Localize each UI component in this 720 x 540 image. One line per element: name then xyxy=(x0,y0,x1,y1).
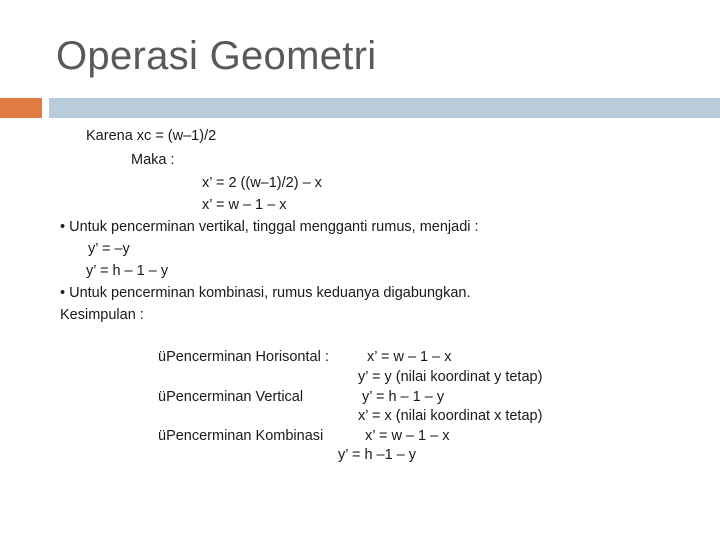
bullet-vertical-mirroring: • Untuk pencerminan vertikal, tinggal mengganti rumus, menjadi : xyxy=(60,219,479,235)
formula-line-x-prime: x’ = w – 1 – x xyxy=(202,197,287,213)
formula-line-x-prime-derivation: x’ = 2 ((w–1)/2) – x xyxy=(202,175,322,191)
summary-vertical-label: üPencerminan Vertical xyxy=(158,389,304,405)
summary-combination-formula-x: x’ = w – 1 – x xyxy=(365,428,450,444)
formula-line-y-neg: y’ = –y xyxy=(88,241,130,257)
conclusion-label: Kesimpulan : xyxy=(60,307,144,323)
text-line-maka: Maka : xyxy=(131,152,175,168)
summary-horizontal-formula-y: y’ = y (nilai koordinat y tetap) xyxy=(358,369,543,385)
slide-title: Operasi Geometri xyxy=(56,34,377,78)
summary-vertical-formula-y: y’ = h – 1 – y xyxy=(362,389,445,405)
summary-combination-formula-y: y’ = h –1 – y xyxy=(338,447,417,463)
text-line-xc: Karena xc = (w–1)/2 xyxy=(86,128,217,144)
bullet-combination-mirroring: • Untuk pencerminan kombinasi, rumus keduanya digabungkan. xyxy=(60,285,471,301)
summary-horizontal-label: üPencerminan Horisontal : xyxy=(158,349,329,365)
summary-horizontal-formula-x: x’ = w – 1 – x xyxy=(367,349,452,365)
formula-line-y-prime: y’ = h – 1 – y xyxy=(86,263,169,279)
summary-vertical-formula-x: x’ = x (nilai koordinat x tetap) xyxy=(358,408,543,424)
summary-combination-label: üPencerminan Kombinasi xyxy=(158,428,324,444)
